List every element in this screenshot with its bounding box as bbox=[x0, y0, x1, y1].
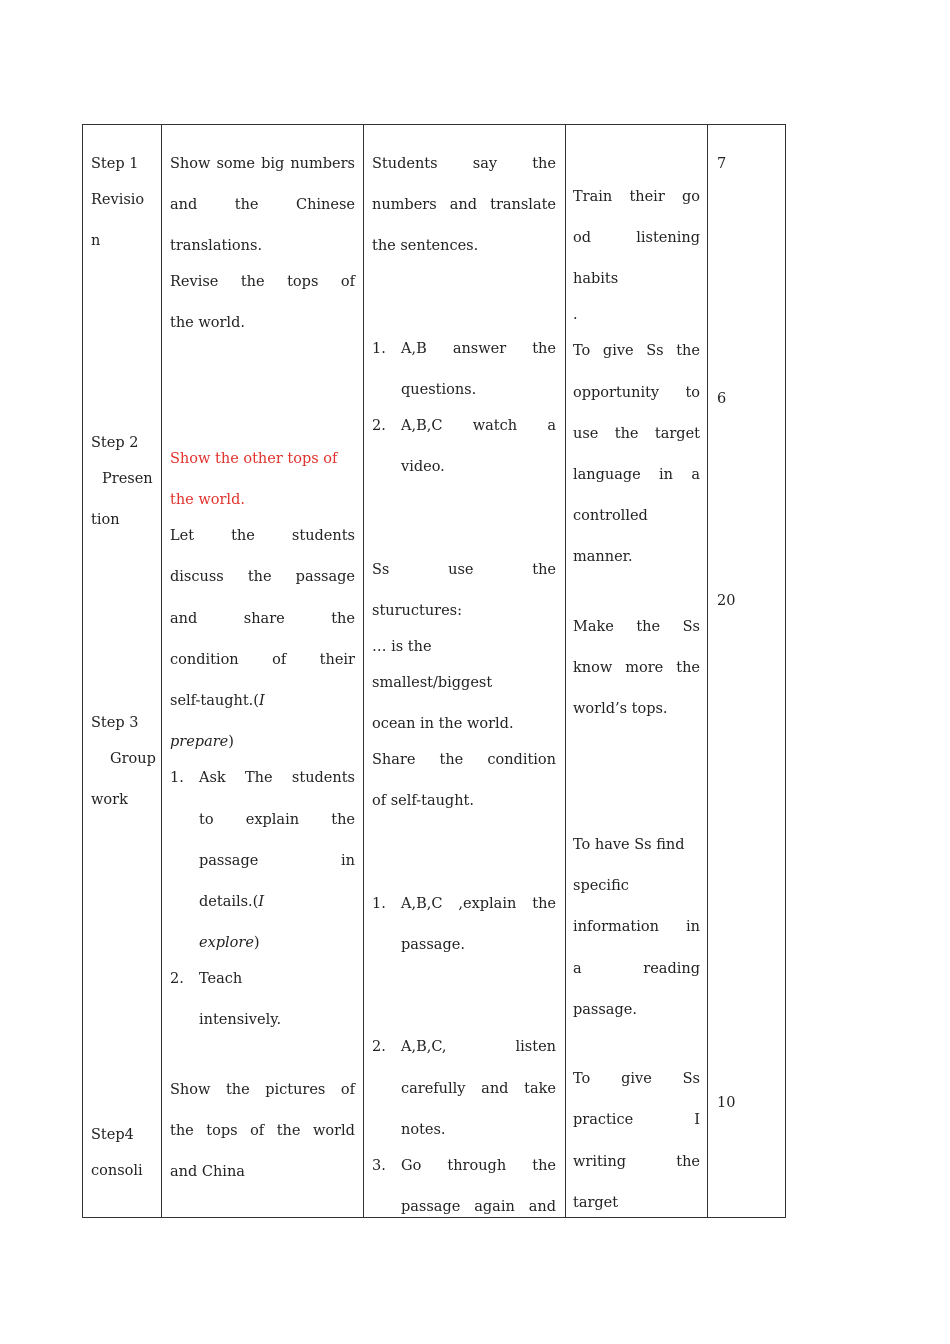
time-value: 10 bbox=[717, 1095, 736, 1111]
text-line: manner. bbox=[573, 549, 633, 565]
text-line: to explain the bbox=[199, 812, 355, 828]
column-divider bbox=[565, 125, 566, 1217]
step1-name: Revisio bbox=[91, 192, 145, 208]
text-line: A,B,C watch a bbox=[401, 418, 556, 434]
column-divider bbox=[161, 125, 162, 1217]
text-line: Make the Ss bbox=[573, 619, 700, 635]
text-line: Ask The students bbox=[199, 770, 355, 786]
text-line: Revise the tops of bbox=[170, 274, 355, 290]
text-line: details.(I bbox=[199, 894, 265, 910]
text-line: numbers and translate bbox=[372, 197, 556, 213]
text-line: know more the bbox=[573, 660, 700, 676]
text-line: writing the bbox=[573, 1154, 700, 1170]
text-line: Let the students bbox=[170, 528, 355, 544]
text-line: target bbox=[573, 1195, 619, 1211]
text-line: od listening bbox=[573, 230, 700, 246]
text-line: A,B,C, listen bbox=[401, 1039, 556, 1055]
text-line: Go through the bbox=[401, 1158, 556, 1174]
step4-label: Step4 bbox=[91, 1127, 134, 1143]
text-line: practice I bbox=[573, 1112, 700, 1128]
time-value: 20 bbox=[717, 593, 736, 609]
text-line: world’s tops. bbox=[573, 701, 668, 717]
text-line: opportunity to bbox=[573, 385, 700, 401]
text-line: To have Ss find bbox=[573, 837, 685, 853]
step4-name: consoli bbox=[91, 1163, 143, 1179]
text-line: and the Chinese bbox=[170, 197, 355, 213]
text-line: carefully and take bbox=[401, 1081, 556, 1097]
text-line: Ss use the bbox=[372, 562, 556, 578]
text-line: A,B answer the bbox=[401, 341, 556, 357]
list-number: 1. bbox=[170, 770, 184, 786]
text-line: discuss the passage bbox=[170, 569, 355, 585]
student-activity-column bbox=[372, 125, 556, 1217]
text-line: explore) bbox=[199, 935, 260, 951]
text-line: notes. bbox=[401, 1122, 446, 1138]
text-line: self-taught.(I bbox=[170, 693, 265, 709]
column-divider bbox=[363, 125, 364, 1217]
time-column bbox=[717, 125, 777, 1217]
list-number: 2. bbox=[372, 1039, 386, 1055]
text-line: the world. bbox=[170, 315, 245, 331]
step3-name-cont: work bbox=[91, 792, 128, 808]
lesson-plan-table bbox=[82, 124, 786, 1218]
step1-label: Step 1 bbox=[91, 156, 139, 172]
purpose-column bbox=[573, 125, 700, 1217]
text-line: Train their go bbox=[573, 189, 700, 205]
steps-column bbox=[91, 125, 155, 1217]
text-line: smallest/biggest bbox=[372, 675, 493, 691]
text-line: intensively. bbox=[199, 1012, 282, 1028]
highlighted-text: the world. bbox=[170, 492, 245, 508]
column-divider bbox=[707, 125, 708, 1217]
text-line: information in bbox=[573, 919, 700, 935]
text-line: . bbox=[573, 307, 578, 323]
text-line: of self-taught. bbox=[372, 793, 474, 809]
text-line: Show the pictures of bbox=[170, 1082, 355, 1098]
text-line: questions. bbox=[401, 382, 477, 398]
text-line: and share the bbox=[170, 611, 355, 627]
list-number: 1. bbox=[372, 896, 386, 912]
text-line: Students say the bbox=[372, 156, 556, 172]
time-value: 6 bbox=[717, 391, 727, 407]
list-number: 3. bbox=[372, 1158, 386, 1174]
teacher-activity-column bbox=[170, 125, 355, 1217]
text-line: controlled bbox=[573, 508, 648, 524]
step2-label: Step 2 bbox=[91, 435, 139, 451]
time-value: 7 bbox=[717, 156, 727, 172]
text-line: video. bbox=[401, 459, 445, 475]
text-line: To give Ss bbox=[573, 1071, 700, 1087]
text-line: ocean in the world. bbox=[372, 716, 514, 732]
step2-name: Presen bbox=[102, 471, 153, 487]
text-line: condition of their bbox=[170, 652, 355, 668]
highlighted-text: Show the other tops of bbox=[170, 451, 338, 467]
text-line: Show some big numbers bbox=[170, 156, 355, 172]
text-line: Share the condition bbox=[372, 752, 556, 768]
text-line: the tops of the world bbox=[170, 1123, 355, 1139]
text-line: habits bbox=[573, 271, 619, 287]
step2-name-cont: tion bbox=[91, 512, 120, 528]
text-line: use the target bbox=[573, 426, 700, 442]
text-line: Teach bbox=[199, 971, 243, 987]
text-line: passage in bbox=[199, 853, 355, 869]
text-line: passage. bbox=[573, 1002, 637, 1018]
text-line: specific bbox=[573, 878, 629, 894]
text-line: translations. bbox=[170, 238, 263, 254]
text-line: the sentences. bbox=[372, 238, 479, 254]
list-number: 1. bbox=[372, 341, 386, 357]
step3-label: Step 3 bbox=[91, 715, 139, 731]
step1-name-cont: n bbox=[91, 233, 101, 249]
text-line: stuructures: bbox=[372, 603, 463, 619]
text-line: … is the bbox=[372, 639, 432, 655]
text-line: and China bbox=[170, 1164, 245, 1180]
text-line: passage. bbox=[401, 937, 465, 953]
text-line: prepare) bbox=[170, 734, 234, 750]
list-number: 2. bbox=[372, 418, 386, 434]
text-line: A,B,C ,explain the bbox=[401, 896, 556, 912]
text-line: To give Ss the bbox=[573, 343, 700, 359]
text-line: passage again and bbox=[401, 1199, 556, 1215]
text-line: language in a bbox=[573, 467, 700, 483]
step3-name: Group bbox=[110, 751, 156, 767]
list-number: 2. bbox=[170, 971, 184, 987]
text-line: a reading bbox=[573, 961, 700, 977]
